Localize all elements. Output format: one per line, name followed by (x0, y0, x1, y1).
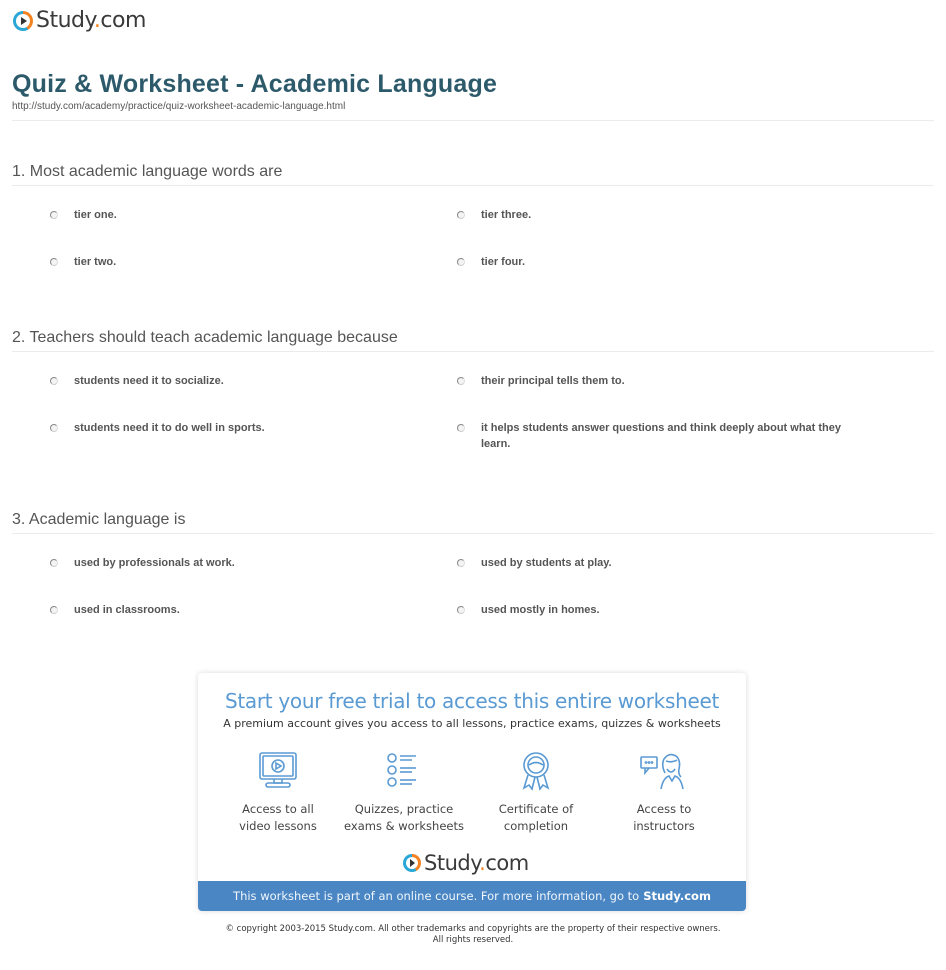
question-2-option-b[interactable]: students need it to do well in sports. (50, 420, 454, 436)
radio-button[interactable] (457, 258, 465, 266)
radio-button[interactable] (50, 211, 58, 219)
radio-button[interactable] (457, 424, 465, 432)
instructor-chat-icon (639, 751, 689, 791)
question-1-option-d[interactable]: tier four. (457, 254, 861, 270)
question-3-option-b[interactable]: used in classrooms. (50, 602, 454, 618)
feature-certificate: Certificate of completion (471, 751, 601, 835)
question-2-prompt: 2. Teachers should teach academic language because (12, 329, 398, 346)
page-title: Quiz & Worksheet - Academic Language (12, 70, 498, 98)
free-trial-promo (198, 673, 746, 911)
divider (12, 120, 934, 121)
radio-button[interactable] (457, 211, 465, 219)
divider (12, 533, 934, 534)
radio-button[interactable] (457, 559, 465, 567)
logo-wordmark: Study.com (424, 851, 529, 875)
question-3-option-a[interactable]: used by professionals at work. (50, 555, 454, 571)
course-info-banner: This worksheet is part of an online course. For more information, go to Study.com (198, 881, 746, 911)
divider (12, 185, 934, 186)
radio-button[interactable] (50, 258, 58, 266)
question-3-option-c[interactable]: used by students at play. (457, 555, 861, 571)
logo-wordmark: Study.com (36, 8, 146, 33)
question-2-option-c[interactable]: their principal tells them to. (457, 373, 861, 389)
study-logo[interactable] (13, 8, 146, 34)
feature-video-lessons: Access to all video lessons (213, 751, 343, 835)
feature-instructors: Access to instructors (599, 751, 729, 835)
radio-button[interactable] (50, 377, 58, 385)
question-3-prompt: 3. Academic language is (12, 511, 186, 528)
feature-quizzes: Quizzes, practice exams & worksheets (339, 751, 469, 835)
divider (12, 351, 934, 352)
promo-study-logo[interactable] (403, 851, 529, 875)
question-1-option-b[interactable]: tier two. (50, 254, 454, 270)
question-1-option-a[interactable]: tier one. (50, 207, 454, 223)
copyright-notice: © copyright 2003-2015 Study.com. All other trademarks and copyrights are the property of their respective owners. All rights reserved. (225, 924, 721, 945)
play-circle-logo-icon (403, 854, 421, 872)
quiz-list-icon (382, 751, 426, 791)
question-2-option-a[interactable]: students need it to socialize. (50, 373, 454, 389)
study-com-link[interactable]: Study.com (643, 889, 711, 903)
play-circle-logo-icon (13, 11, 33, 31)
question-1-prompt: 1. Most academic language words are (12, 163, 283, 180)
video-monitor-icon (256, 751, 300, 791)
question-1-option-c[interactable]: tier three. (457, 207, 861, 223)
radio-button[interactable] (50, 559, 58, 567)
question-2-option-d[interactable]: it helps students answer questions and think deeply about what they learn. (457, 420, 861, 452)
promo-title[interactable]: Start your free trial to access this entire worksheet (224, 689, 720, 713)
page-url: http://study.com/academy/practice/quiz-worksheet-academic-language.html (12, 101, 346, 112)
radio-button[interactable] (457, 377, 465, 385)
radio-button[interactable] (50, 606, 58, 614)
question-3-option-d[interactable]: used mostly in homes. (457, 602, 861, 618)
radio-button[interactable] (457, 606, 465, 614)
promo-subtitle: A premium account gives you access to all lessons, practice exams, quizzes & worksheets (223, 717, 721, 730)
certificate-ribbon-icon (514, 751, 558, 791)
radio-button[interactable] (50, 424, 58, 432)
